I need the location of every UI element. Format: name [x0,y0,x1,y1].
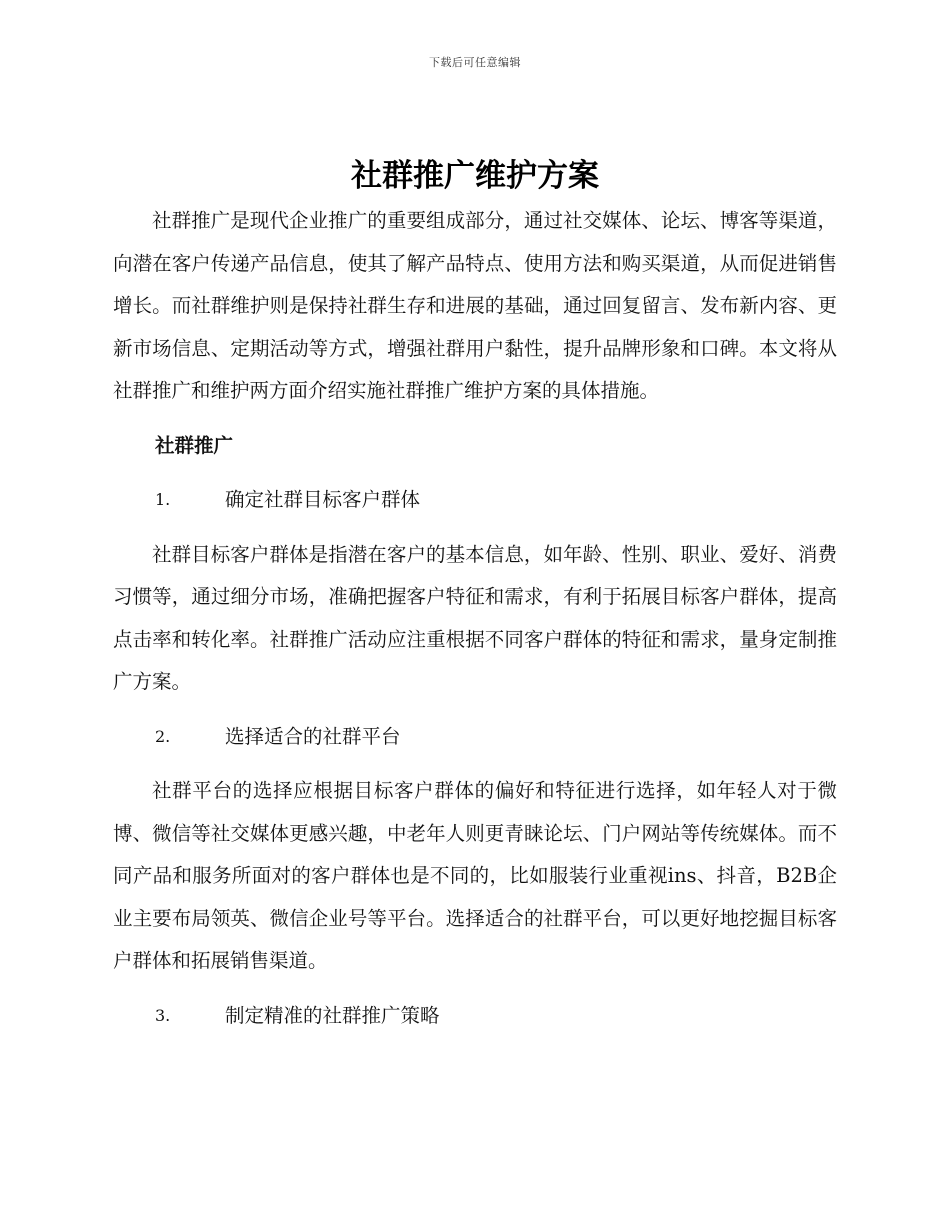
list-item-3 [113,995,837,1038]
list-item-2 [113,716,837,759]
section-heading: 社群推广 [155,433,234,457]
list-item-1 [113,479,837,522]
list-item-title: 确定社群目标客户群体 [225,488,421,511]
list-item-title: 选择适合的社群平台 [225,724,401,748]
list-item-body: 社群平台的选择应根据目标客户群体的偏好和特征进行选择，如年轻人对于微博、微信等社交媒体更感兴趣，中老年人则更青睐论坛、门户网站等传统媒体。而不同产品和服务所面对的客户群体也是不同的，比如服装行业重视ins、抖音，B2B企业主要布局领英、微信企业号等平台。选择适合的社群平台，可以更好地挖掘目标客户群体和拓展销售渠道。 [113,779,837,972]
list-item-number: 2. [155,726,171,746]
list-item-number: 3. [155,1005,171,1025]
header-note: 下载后可任意编辑 [429,56,521,69]
list-item-number: 1. [155,490,171,509]
document-title: 社群推广维护方案 [351,158,599,194]
document-body [113,200,837,1049]
intro-paragraph: 社群推广是现代企业推广的重要组成部分，通过社交媒体、论坛、博客等渠道，向潜在客户传递产品信息，使其了解产品特点、使用方法和购买渠道，从而促进销售增长。而社群维护则是保持社群生存和进展的基础，通过回复留言、发布新内容、更新市场信息、定期活动等方式，增强社群用户黏性，提升品牌形象和口碑。本文将从社群推广和维护两方面介绍实施社群推广维护方案的具体措施。 [113,209,837,402]
list-item-title: 制定精准的社群推广策略 [225,1003,440,1027]
list-item-body: 社群目标客户群体是指潜在客户的基本信息，如年龄、性别、职业、爱好、消费习惯等，通过细分市场，准确把握客户特征和需求，有利于拓展目标客户群体，提高点击率和转化率。社群推广活动应注重根据不同客户群体的特征和需求，量身定制推广方案。 [113,542,837,693]
